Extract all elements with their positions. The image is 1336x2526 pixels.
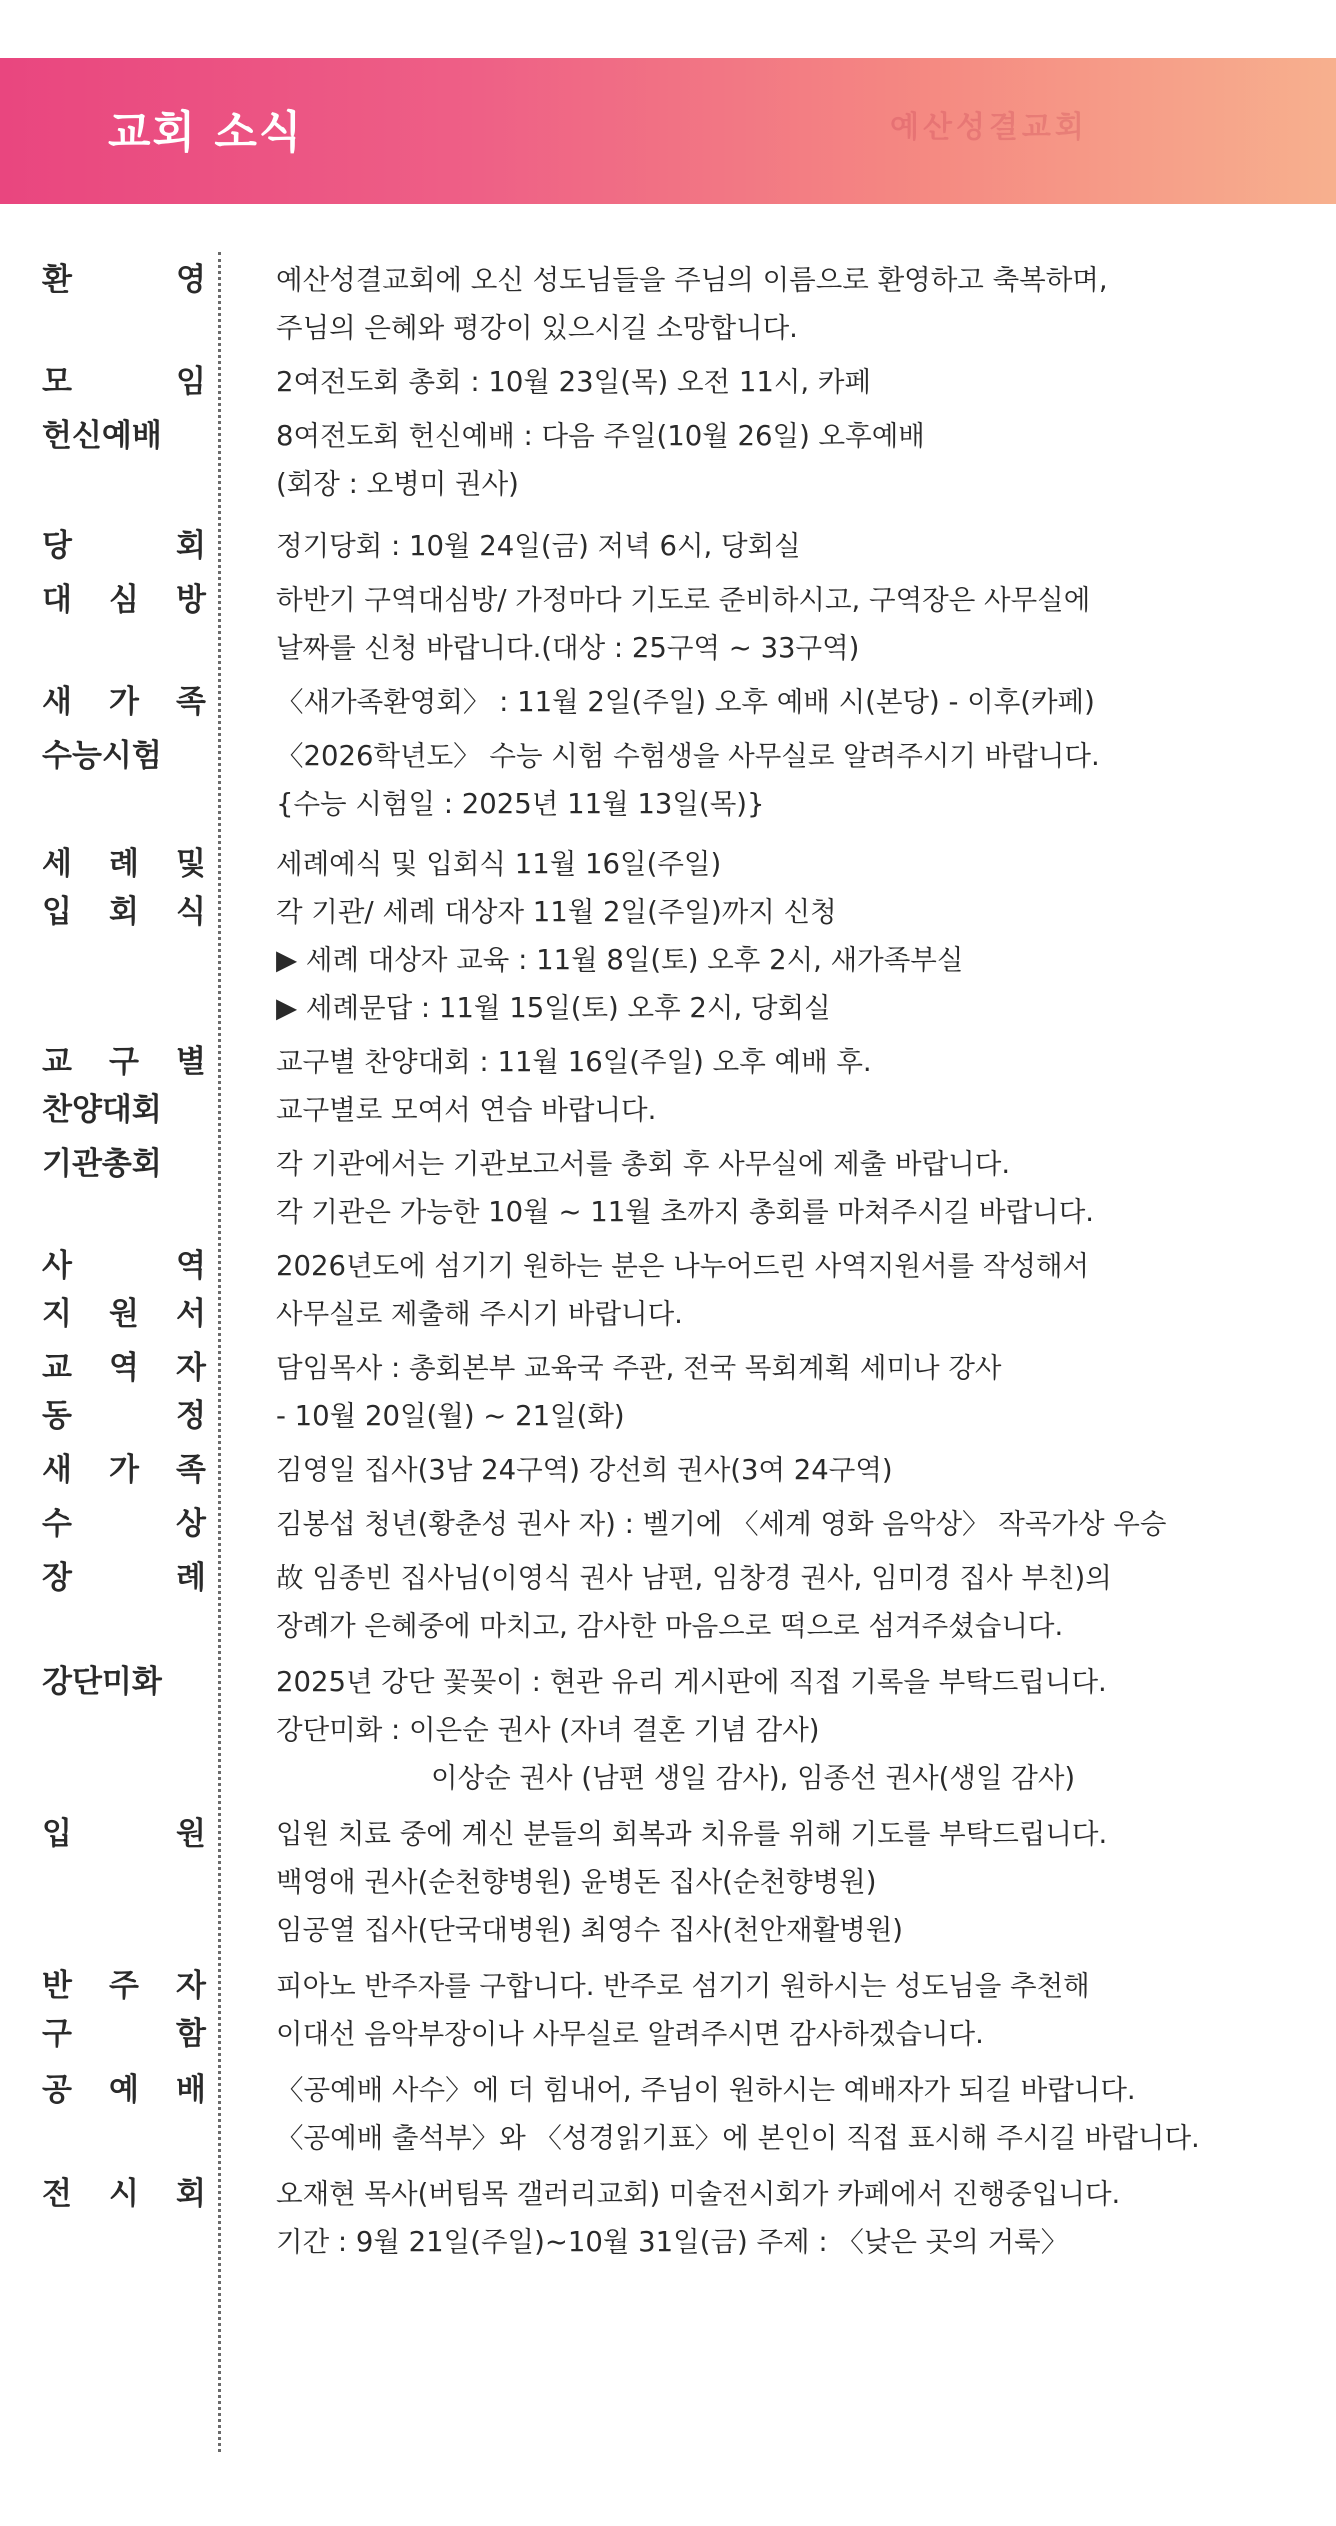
item-label-line: 구 함: [42, 2016, 206, 2052]
item-body-line: 예산성결교회에 오신 성도님들을 주님의 이름으로 환영하고 축복하며,: [276, 264, 1108, 296]
item-label-line: 수 상: [42, 1506, 206, 1542]
announcement-item: [0, 256, 1336, 352]
page-title: 교회 소식: [108, 107, 304, 158]
item-body-line: 교구별 찬양대회 : 11월 16일(주일) 오후 예배 후.: [276, 1046, 872, 1078]
item-label-line: 입 회 식: [42, 894, 206, 930]
item-label-line: 교 역 자: [42, 1350, 206, 1386]
item-body-line: 날짜를 신청 바랍니다.(대상 : 25구역 ~ 33구역): [276, 632, 860, 664]
item-body: [276, 1554, 1316, 1650]
item-label-line: 동 정: [42, 1398, 206, 1434]
item-label-line: 새 가 족: [42, 684, 206, 720]
announcement-item: [0, 1554, 1336, 1650]
item-body-line: 2여전도회 총회 : 10월 23일(목) 오전 11시, 카페: [276, 366, 872, 398]
announcement-item: [0, 1140, 1336, 1236]
item-body: [276, 1810, 1316, 1954]
item-body-line: 이대선 음악부장이나 사무실로 알려주시면 감사하겠습니다.: [276, 2018, 984, 2050]
item-label: [42, 576, 206, 624]
item-body-line: 각 기관은 가능한 10월 ~ 11월 초까지 총회를 마쳐주시길 바랍니다.: [276, 1196, 1094, 1228]
header-banner: [0, 58, 1336, 204]
announcement-item: [0, 1658, 1336, 1802]
item-label-line: 강단미화: [42, 1664, 162, 1700]
announcement-item: [0, 576, 1336, 672]
item-label: [42, 358, 206, 406]
item-label: [42, 1446, 206, 1494]
item-body-line: (회장 : 오병미 권사): [276, 468, 519, 500]
item-label-line: 전 시 회: [42, 2176, 206, 2212]
item-body: [276, 840, 1316, 1032]
item-body-line: 하반기 구역대심방/ 가정마다 기도로 준비하시고, 구역장은 사무실에: [276, 584, 1091, 616]
item-body-line: 〈공예배 사수〉에 더 힘내어, 주님이 원하시는 예배자가 되길 바랍니다.: [276, 2074, 1136, 2106]
announcement-item: [0, 1810, 1336, 1954]
item-body-line: ▶ 세례문답 : 11월 15일(토) 오후 2시, 당회실: [276, 992, 831, 1024]
item-body: [276, 412, 1316, 508]
item-label-line: 수능시험: [42, 738, 162, 774]
item-label: [42, 1038, 206, 1134]
item-label-line: 교 구 별: [42, 1044, 206, 1080]
item-label-line: 모 임: [42, 364, 206, 400]
item-label-line: 당 회: [42, 528, 206, 564]
announcement-list: [0, 256, 1336, 2266]
item-body: [276, 1140, 1316, 1236]
item-label-line: 반 주 자: [42, 1968, 206, 2004]
item-body-line: 기간 : 9월 21일(주일)~10월 31일(금) 주제 : 〈낮은 곳의 거룩〉: [276, 2226, 1069, 2258]
item-label-line: 지 원 서: [42, 1296, 206, 1332]
item-label-line: 세 례 및: [42, 846, 206, 882]
item-body-line: 각 기관/ 세례 대상자 11월 2일(주일)까지 신청: [276, 896, 837, 928]
item-body: [276, 732, 1316, 828]
item-body: [276, 1446, 1316, 1494]
item-body-line: 〈새가족환영회〉 : 11월 2일(주일) 오후 예배 시(본당) - 이후(카페): [276, 686, 1095, 718]
announcement-item: [0, 732, 1336, 828]
announcement-item: [0, 678, 1336, 726]
item-label-line: 찬양대회: [42, 1092, 162, 1128]
item-label: [42, 2066, 206, 2114]
item-body-line: 2026년도에 섬기기 원하는 분은 나누어드린 사역지원서를 작성해서: [276, 1250, 1090, 1282]
item-label-line: 장 례: [42, 1560, 206, 1596]
item-label: [42, 256, 206, 304]
item-body-line: 주님의 은혜와 평강이 있으시길 소망합니다.: [276, 312, 798, 344]
announcement-item: [0, 1500, 1336, 1548]
announcement-item: [0, 412, 1336, 508]
announcement-item: [0, 1446, 1336, 1494]
item-label-line: 사 역: [42, 1248, 206, 1284]
item-label: [42, 840, 206, 936]
item-label: [42, 1500, 206, 1548]
item-body: [276, 1658, 1316, 1802]
item-label: [42, 412, 206, 460]
item-label-line: 입 원: [42, 1816, 206, 1852]
item-body: [276, 358, 1316, 406]
item-label: [42, 678, 206, 726]
item-body: [276, 2066, 1316, 2162]
banner-watermark-text: 예산성결교회: [890, 110, 1088, 145]
item-body-line: ▶ 세례 대상자 교육 : 11월 8일(토) 오후 2시, 새가족부실: [276, 944, 964, 976]
item-label-line: 헌신예배: [42, 418, 162, 454]
item-body-line: 입원 치료 중에 계신 분들의 회복과 치유를 위해 기도를 부탁드립니다.: [276, 1818, 1108, 1850]
item-body: [276, 256, 1316, 352]
item-body: [276, 522, 1316, 570]
item-body-line: 각 기관에서는 기관보고서를 총회 후 사무실에 제출 바랍니다.: [276, 1148, 1011, 1180]
item-body-line: 장례가 은혜중에 마치고, 감사한 마음으로 떡으로 섬겨주셨습니다.: [276, 1610, 1064, 1642]
item-body-line: 김봉섭 청년(황춘성 권사 자) : 벨기에 〈세계 영화 음악상〉 작곡가상 우승: [276, 1508, 1167, 1540]
item-body: [276, 2170, 1316, 2266]
item-body-line: 2025년 강단 꽃꽂이 : 현관 유리 게시판에 직접 기록을 부탁드립니다.: [276, 1666, 1107, 1698]
item-body-line: 故 임종빈 집사님(이영식 권사 남편, 임창경 권사, 임미경 집사 부친)의: [276, 1562, 1112, 1594]
announcement-item: [0, 840, 1336, 1032]
item-body-line: 백영애 권사(순천향병원) 윤병돈 집사(순천향병원): [276, 1866, 877, 1898]
announcement-item: [0, 1344, 1336, 1440]
announcement-item: [0, 358, 1336, 406]
item-body-line: {수능 시험일 : 2025년 11월 13일(목)}: [276, 788, 765, 820]
item-body-line: 이상순 권사 (남편 생일 감사), 임종선 권사(생일 감사): [431, 1762, 1076, 1794]
item-body-line: 강단미화 : 이은순 권사 (자녀 결혼 기념 감사): [276, 1714, 820, 1746]
item-label: [42, 1658, 206, 1706]
item-body: [276, 1242, 1316, 1338]
item-body-line: 세례예식 및 입회식 11월 16일(주일): [276, 848, 722, 880]
announcement-item: [0, 1242, 1336, 1338]
item-label: [42, 522, 206, 570]
item-body: [276, 1962, 1316, 2058]
announcement-item: [0, 1962, 1336, 2058]
item-label: [42, 2170, 206, 2218]
item-body-line: 김영일 집사(3남 24구역) 강선희 권사(3여 24구역): [276, 1454, 893, 1486]
item-body: [276, 1344, 1316, 1440]
item-label: [42, 1140, 206, 1188]
item-body: [276, 678, 1316, 726]
announcement-item: [0, 2066, 1336, 2162]
item-label-line: 공 예 배: [42, 2072, 206, 2108]
item-body-line: 교구별로 모여서 연습 바랍니다.: [276, 1094, 657, 1126]
item-body-line: - 10월 20일(월) ~ 21일(화): [276, 1400, 625, 1432]
item-label-line: 환 영: [42, 262, 206, 298]
item-body-line: 오재현 목사(버팀목 갤러리교회) 미술전시회가 카페에서 진행중입니다.: [276, 2178, 1121, 2210]
item-body: [276, 576, 1316, 672]
announcement-item: [0, 1038, 1336, 1134]
item-body-line: 8여전도회 헌신예배 : 다음 주일(10월 26일) 오후예배: [276, 420, 925, 452]
item-label: [42, 1962, 206, 2058]
announcement-item: [0, 522, 1336, 570]
item-label: [42, 1344, 206, 1440]
item-body-line: 사무실로 제출해 주시기 바랍니다.: [276, 1298, 683, 1330]
item-label-line: 기관총회: [42, 1146, 162, 1182]
item-label-line: 새 가 족: [42, 1452, 206, 1488]
item-label: [42, 1554, 206, 1602]
item-label: [42, 732, 206, 780]
item-body-line: 피아노 반주자를 구합니다. 반주로 섬기기 원하시는 성도님을 추천해: [276, 1970, 1090, 2002]
item-body: [276, 1500, 1316, 1548]
item-body: [276, 1038, 1316, 1134]
item-label-line: 대 심 방: [42, 582, 206, 618]
item-body-line: 담임목사 : 총회본부 교육국 주관, 전국 목회계획 세미나 강사: [276, 1352, 1002, 1384]
item-body-line: 임공열 집사(단국대병원) 최영수 집사(천안재활병원): [276, 1914, 904, 1946]
item-body-line: 〈2026학년도〉 수능 시험 수험생을 사무실로 알려주시기 바랍니다.: [276, 740, 1100, 772]
item-body-line: 정기당회 : 10월 24일(금) 저녁 6시, 당회실: [276, 530, 801, 562]
item-label: [42, 1810, 206, 1858]
item-label: [42, 1242, 206, 1338]
announcement-item: [0, 2170, 1336, 2266]
item-body-line: 〈공예배 출석부〉와 〈성경읽기표〉에 본인이 직접 표시해 주시길 바랍니다.: [276, 2122, 1200, 2154]
